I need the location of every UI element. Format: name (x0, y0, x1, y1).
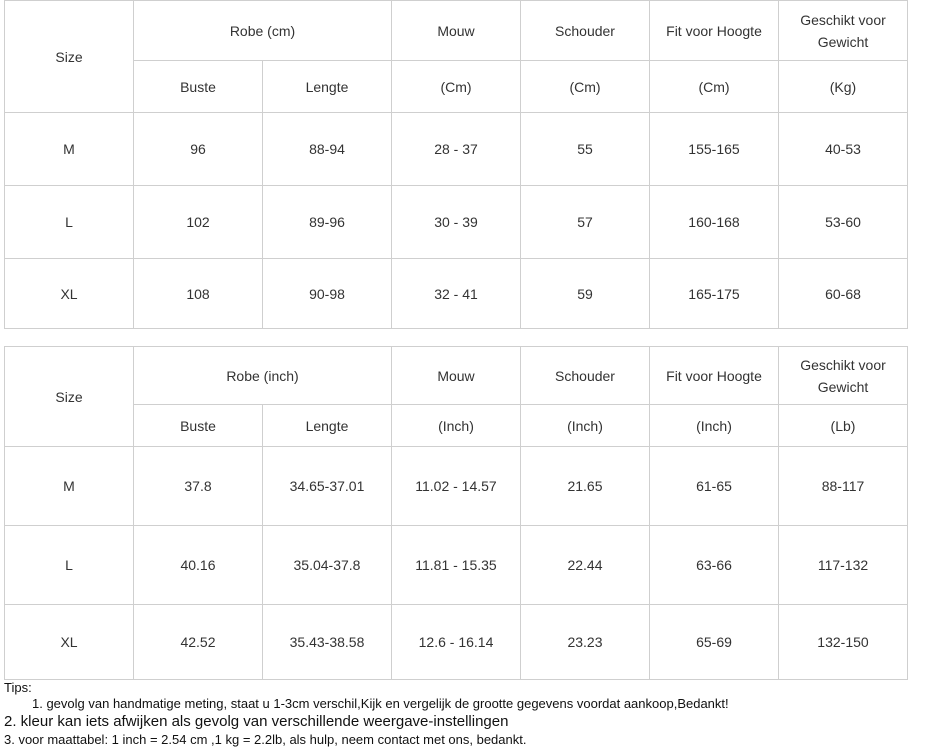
weight-unit: (Lb) (779, 405, 908, 447)
size-cell: M (5, 447, 134, 526)
fit-height-cell: 61-65 (650, 447, 779, 526)
mouw-unit: (Inch) (392, 405, 521, 447)
schouder-cell: 22.44 (521, 526, 650, 605)
table-row (5, 113, 908, 186)
size-cell: L (5, 526, 134, 605)
size-table-inch (4, 346, 908, 680)
tip-1: 1. gevolg van handmatige meting, staat u 1-3cm verschil,Kijk en vergelijk de grootte gegevens voordat aankoop,Bedankt! (32, 696, 729, 711)
table-row (5, 605, 908, 680)
size-table-cm (4, 0, 908, 329)
fit-height-cell: 155-165 (650, 113, 779, 186)
weight-unit: (Kg) (779, 61, 908, 113)
buste-cell: 108 (134, 259, 263, 329)
mouw-cell: 11.02 - 14.57 (392, 447, 521, 526)
mouw-cell: 28 - 37 (392, 113, 521, 186)
mouw-header: Mouw (392, 1, 521, 61)
weight-cell: 132-150 (779, 605, 908, 680)
mouw-cell: 32 - 41 (392, 259, 521, 329)
tips-section (4, 680, 939, 748)
tips-label: Tips: (4, 680, 32, 695)
schouder-unit: (Inch) (521, 405, 650, 447)
schouder-cell: 59 (521, 259, 650, 329)
weight-cell: 40-53 (779, 113, 908, 186)
table-row (5, 447, 908, 526)
lengte-cell: 35.04-37.8 (263, 526, 392, 605)
weight-cell: 60-68 (779, 259, 908, 329)
buste-header: Buste (134, 405, 263, 447)
lengte-cell: 89-96 (263, 186, 392, 259)
table-subheader-row (5, 405, 908, 447)
fit-height-cell: 65-69 (650, 605, 779, 680)
weight-cell: 117-132 (779, 526, 908, 605)
size-cell: XL (5, 259, 134, 329)
size-header: Size (5, 347, 134, 447)
schouder-cell: 55 (521, 113, 650, 186)
fit-height-header: Fit voor Hoogte (650, 347, 779, 405)
schouder-cell: 21.65 (521, 447, 650, 526)
table-header-row (5, 347, 908, 405)
mouw-header: Mouw (392, 347, 521, 405)
buste-cell: 37.8 (134, 447, 263, 526)
tip-2: 2. kleur kan iets afwijken als gevolg van verschillende weergave-instellingen (4, 713, 509, 730)
robe-header: Robe (inch) (134, 347, 392, 405)
lengte-cell: 90-98 (263, 259, 392, 329)
fit-height-header: Fit voor Hoogte (650, 1, 779, 61)
weight-header: Geschikt voor Gewicht (779, 1, 908, 61)
buste-cell: 40.16 (134, 526, 263, 605)
schouder-header: Schouder (521, 1, 650, 61)
lengte-cell: 35.43-38.58 (263, 605, 392, 680)
size-cell: XL (5, 605, 134, 680)
fit-height-cell: 63-66 (650, 526, 779, 605)
weight-cell: 53-60 (779, 186, 908, 259)
weight-header: Geschikt voor Gewicht (779, 347, 908, 405)
tip-3: 3. voor maattabel: 1 inch = 2.54 cm ,1 kg = 2.2lb, als hulp, neem contact met ons, bedankt. (4, 732, 527, 747)
robe-header: Robe (cm) (134, 1, 392, 61)
schouder-unit: (Cm) (521, 61, 650, 113)
schouder-header: Schouder (521, 347, 650, 405)
mouw-cell: 12.6 - 16.14 (392, 605, 521, 680)
lengte-header: Lengte (263, 405, 392, 447)
table-subheader-row (5, 61, 908, 113)
weight-cell: 88-117 (779, 447, 908, 526)
size-cell: L (5, 186, 134, 259)
lengte-header: Lengte (263, 61, 392, 113)
table-row (5, 186, 908, 259)
table-header-row (5, 1, 908, 61)
fit-height-cell: 160-168 (650, 186, 779, 259)
buste-header: Buste (134, 61, 263, 113)
buste-cell: 102 (134, 186, 263, 259)
schouder-cell: 23.23 (521, 605, 650, 680)
fit-height-unit: (Inch) (650, 405, 779, 447)
mouw-cell: 30 - 39 (392, 186, 521, 259)
buste-cell: 42.52 (134, 605, 263, 680)
size-header: Size (5, 1, 134, 113)
lengte-cell: 88-94 (263, 113, 392, 186)
table-row (5, 259, 908, 329)
table-row (5, 526, 908, 605)
lengte-cell: 34.65-37.01 (263, 447, 392, 526)
schouder-cell: 57 (521, 186, 650, 259)
mouw-unit: (Cm) (392, 61, 521, 113)
size-cell: M (5, 113, 134, 186)
buste-cell: 96 (134, 113, 263, 186)
mouw-cell: 11.81 - 15.35 (392, 526, 521, 605)
fit-height-cell: 165-175 (650, 259, 779, 329)
fit-height-unit: (Cm) (650, 61, 779, 113)
